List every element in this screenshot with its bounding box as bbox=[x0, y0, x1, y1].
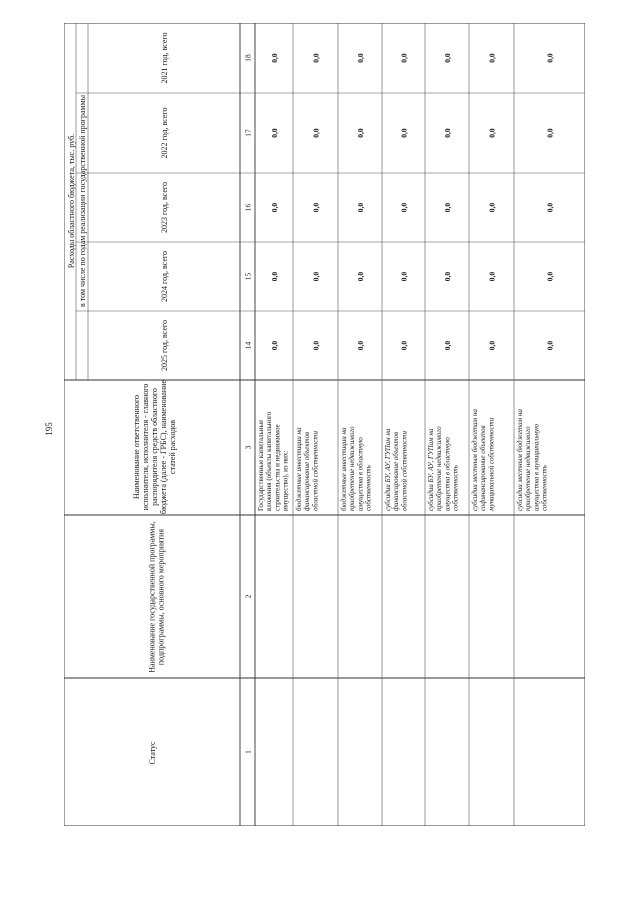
value-2022-line: 0,0 bbox=[356, 271, 365, 282]
year-header-2023-line: 2023 год, всего bbox=[160, 182, 169, 233]
by-years-header-line: в том числе по годам реализации государственной программы bbox=[78, 94, 87, 308]
year-header-2022 bbox=[160, 108, 169, 159]
value-2025 bbox=[270, 53, 279, 63]
page-number: 195 bbox=[44, 422, 54, 436]
year-header-2021-line: 2021 год, всего bbox=[160, 32, 169, 84]
value-2025-line: 0,0 bbox=[545, 53, 555, 63]
year-header-2024-line: 2024 год, всего bbox=[160, 251, 169, 302]
column-number-16-line: 16 bbox=[243, 203, 253, 212]
table-row bbox=[340, 53, 373, 511]
column-number-17 bbox=[244, 129, 253, 137]
row-label bbox=[257, 411, 290, 511]
row-label-line: собственность bbox=[540, 465, 549, 511]
value-2022-line: 0,0 bbox=[311, 271, 321, 282]
column-number-15 bbox=[244, 273, 253, 281]
year-header-2025 bbox=[160, 320, 169, 371]
column-number-2 bbox=[244, 594, 253, 598]
value-2022-line: 0,0 bbox=[487, 271, 497, 282]
column-number-1-line: 1 bbox=[243, 750, 253, 754]
value-2025 bbox=[312, 53, 321, 63]
value-2022 bbox=[356, 272, 365, 282]
value-2021-line: 0,0 bbox=[399, 340, 409, 351]
value-2024 bbox=[400, 128, 409, 138]
row-label-line: имущества в муниципальную bbox=[532, 423, 541, 511]
value-2025 bbox=[400, 53, 409, 63]
value-2024-line: 0,0 bbox=[270, 128, 279, 138]
value-2022 bbox=[488, 272, 497, 282]
executor-header-line: Наименование ответственного bbox=[132, 394, 141, 500]
value-2023 bbox=[312, 203, 321, 213]
value-2021 bbox=[270, 341, 279, 351]
value-2022-line: 0,0 bbox=[545, 271, 555, 282]
value-2025 bbox=[356, 53, 365, 63]
row-label-line: бюджетные инвестиции на bbox=[295, 427, 303, 511]
value-2022-line: 0,0 bbox=[399, 271, 409, 282]
value-2021-line: 0,0 bbox=[545, 340, 555, 351]
row-label-line: имущества в областную bbox=[356, 437, 365, 511]
value-2025-line: 0,0 bbox=[270, 53, 279, 63]
row-label bbox=[295, 427, 319, 511]
row-label-line: субсидии местным бюджетам на bbox=[471, 409, 479, 511]
value-2024-line: 0,0 bbox=[545, 128, 555, 138]
value-2025-line: 0,0 bbox=[311, 53, 321, 63]
value-2024 bbox=[488, 128, 497, 138]
column-number-14 bbox=[244, 342, 253, 350]
value-2023 bbox=[443, 203, 452, 213]
status-header-line: Статус bbox=[148, 741, 157, 765]
program-header-line: Наименование государственной программы, bbox=[147, 521, 157, 673]
table-row bbox=[384, 53, 409, 511]
value-2025-line: 0,0 bbox=[443, 53, 452, 63]
value-2023 bbox=[356, 203, 365, 213]
table-body bbox=[257, 53, 555, 512]
value-2021-line: 0,0 bbox=[270, 340, 279, 351]
status-header bbox=[148, 741, 157, 765]
table-header bbox=[67, 33, 177, 765]
executor-header bbox=[132, 380, 177, 514]
value-2022 bbox=[443, 272, 452, 282]
value-2022 bbox=[546, 272, 555, 282]
value-2023 bbox=[546, 203, 555, 213]
row-label-line: имущество), из них: bbox=[281, 450, 290, 511]
value-2024 bbox=[312, 128, 321, 138]
value-2025-line: 0,0 bbox=[356, 53, 365, 63]
row-label-line: Государственные капитальные bbox=[257, 419, 265, 511]
value-2025 bbox=[488, 53, 497, 63]
value-2025-line: 0,0 bbox=[399, 53, 409, 63]
value-2022-line: 0,0 bbox=[270, 271, 279, 282]
year-header-2025-line: 2025 год, всего bbox=[160, 320, 169, 371]
row-label-line: приобретение недвижимого bbox=[524, 426, 533, 511]
value-2021-line: 0,0 bbox=[487, 340, 497, 351]
value-2024-line: 0,0 bbox=[311, 128, 321, 138]
value-2024 bbox=[443, 128, 452, 138]
row-label-line: финансирование объектов bbox=[303, 431, 312, 511]
column-number-row bbox=[244, 54, 253, 754]
value-2024-line: 0,0 bbox=[399, 128, 409, 138]
row-label-line: вложения (объекты капитального bbox=[265, 411, 274, 511]
row-label-line: областной собственности bbox=[311, 431, 320, 511]
value-2021 bbox=[546, 341, 555, 351]
value-2024 bbox=[270, 128, 279, 138]
program-header-line: подпрограммы, основного мероприятия bbox=[156, 528, 166, 666]
row-label-line: софинансирование объектов bbox=[479, 425, 488, 511]
row-label-line: муниципальной собственности bbox=[487, 417, 496, 511]
value-2021 bbox=[312, 341, 321, 351]
value-2021-line: 0,0 bbox=[356, 340, 365, 351]
value-2022 bbox=[270, 272, 279, 282]
year-header-2022-line: 2022 год, всего bbox=[160, 107, 169, 159]
row-label-line: имущества в областную bbox=[443, 437, 452, 511]
value-2021 bbox=[400, 341, 409, 351]
value-2022 bbox=[312, 272, 321, 282]
row-label-line: приобретение недвижимого bbox=[435, 426, 444, 511]
value-2023-line: 0,0 bbox=[545, 202, 555, 213]
value-2021-line: 0,0 bbox=[311, 340, 321, 351]
executor-header-line: статей расходов bbox=[168, 419, 177, 475]
column-number-16 bbox=[244, 204, 253, 212]
value-2023-line: 0,0 bbox=[311, 202, 321, 213]
executor-header-line: бюджета (далее - ГРБС), наименование bbox=[159, 380, 168, 514]
column-number-3 bbox=[244, 445, 253, 449]
row-label bbox=[427, 426, 460, 511]
row-label bbox=[340, 426, 373, 511]
column-number-3-line: 3 bbox=[243, 445, 253, 450]
by-years-header bbox=[78, 94, 87, 307]
column-number-1 bbox=[244, 750, 253, 754]
table-row bbox=[427, 53, 460, 511]
value-2021 bbox=[488, 341, 497, 351]
table-row bbox=[471, 53, 497, 512]
value-2024-line: 0,0 bbox=[443, 128, 452, 138]
value-2023-line: 0,0 bbox=[443, 202, 452, 213]
value-2023-line: 0,0 bbox=[356, 202, 365, 213]
row-label bbox=[384, 428, 408, 511]
year-header-2023 bbox=[160, 182, 169, 233]
row-label-line: субсидии местным бюджетам на bbox=[516, 409, 524, 511]
column-number-2-line: 2 bbox=[243, 594, 253, 599]
table-row bbox=[295, 53, 321, 511]
value-2023 bbox=[270, 203, 279, 213]
value-2021-line: 0,0 bbox=[443, 340, 452, 351]
executor-header-line: исполнителя, исполнителя - главного bbox=[141, 383, 150, 511]
column-number-18 bbox=[244, 54, 253, 62]
row-label-line: субсидии БУ, АУ, ГУПам на bbox=[427, 428, 435, 511]
value-2024 bbox=[546, 128, 555, 138]
row-label bbox=[471, 409, 495, 512]
row-label-line: собственность bbox=[451, 465, 460, 511]
value-2021 bbox=[356, 341, 365, 351]
expenses-header bbox=[67, 134, 76, 268]
value-2025 bbox=[443, 53, 452, 63]
row-label-line: собственность bbox=[364, 465, 373, 511]
row-label-line: субсидии БУ, АУ, ГУПам на bbox=[384, 428, 392, 511]
value-2023 bbox=[400, 203, 409, 213]
value-2022-line: 0,0 bbox=[443, 271, 452, 282]
column-number-15-line: 15 bbox=[243, 272, 253, 281]
executor-header-line: распорядителя средств областного bbox=[150, 388, 159, 506]
value-2023 bbox=[488, 203, 497, 213]
table-row bbox=[257, 53, 290, 511]
column-number-14-line: 14 bbox=[243, 341, 253, 350]
column-number-18-line: 18 bbox=[243, 54, 253, 62]
row-label-line: строительства и недвижимое bbox=[273, 424, 282, 511]
budget-table bbox=[64, 23, 585, 826]
row-label-line: областной собственности bbox=[400, 431, 409, 511]
value-2025 bbox=[546, 53, 555, 63]
value-2023-line: 0,0 bbox=[487, 202, 497, 213]
value-2021 bbox=[443, 341, 452, 351]
value-2024-line: 0,0 bbox=[487, 128, 497, 138]
row-label-line: бюджетные инвестиции на bbox=[340, 427, 348, 511]
row-label-line: финансирование объектов bbox=[392, 431, 401, 511]
value-2024-line: 0,0 bbox=[356, 128, 365, 138]
value-2022 bbox=[400, 272, 409, 282]
table-row bbox=[516, 53, 555, 511]
row-label bbox=[516, 409, 549, 511]
row-label-line: приобретение недвижимого bbox=[348, 426, 357, 511]
value-2023-line: 0,0 bbox=[399, 202, 409, 213]
expenses-header-line: Расходы областного бюджета, тыс. руб. bbox=[67, 133, 76, 269]
column-number-17-line: 17 bbox=[243, 129, 253, 137]
year-header-2021 bbox=[160, 33, 169, 84]
program-header bbox=[148, 521, 166, 672]
value-2024 bbox=[356, 128, 365, 138]
value-2023-line: 0,0 bbox=[270, 202, 279, 213]
year-header-2024 bbox=[160, 251, 169, 302]
value-2025-line: 0,0 bbox=[487, 53, 497, 63]
